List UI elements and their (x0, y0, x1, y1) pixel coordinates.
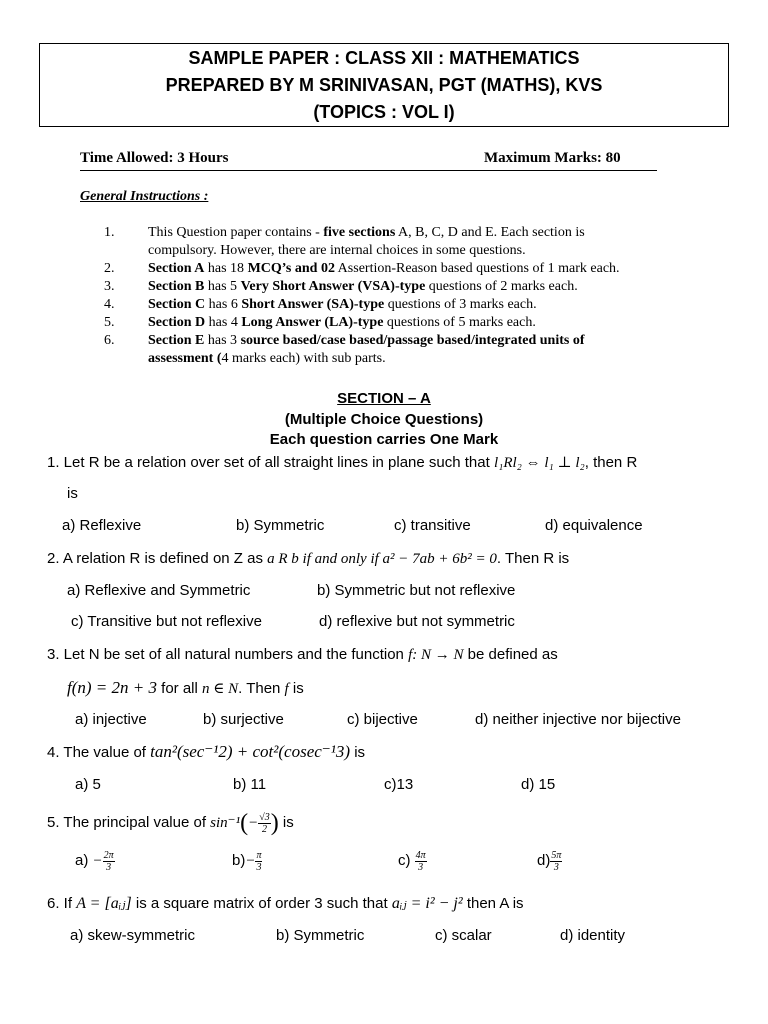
option-d[interactable]: d) neither injective nor bijective (475, 711, 681, 728)
question-4: 4. The value of tan²(sec⁻¹2) + cot²(cosec⁻¹3) is (47, 742, 366, 761)
option-a[interactable]: a) injective (75, 711, 147, 728)
option-b[interactable]: b) Symmetric (236, 517, 325, 534)
option-d[interactable]: d) identity (560, 927, 626, 944)
option-a[interactable]: a) Reflexive (62, 517, 142, 534)
instruction-item-continued: compulsory. However, there are internal choices in some questions. (148, 243, 526, 258)
instruction-item: Section D has 4 Long Answer (LA)-type questions of 5 marks each. (148, 315, 536, 330)
question-3-continued: f(n) = 2n + 3 for all n ∈ N. Then f is (67, 678, 304, 697)
question-1-continued: is (67, 485, 78, 502)
instruction-item: Section E has 3 source based/case based/passage based/integrated units of (148, 333, 585, 348)
title-line-2: PREPARED BY M SRINIVASAN, PGT (MATHS), KVS (165, 75, 603, 95)
question-5: 5. The principal value of sin⁻¹(− $\frac{√3}{2}$ ) is (47, 810, 294, 837)
instruction-number: 2. (104, 261, 115, 276)
option-a[interactable]: a) Reflexive and Symmetric (67, 582, 251, 599)
maximum-marks: Maximum Marks: 80 (484, 150, 621, 166)
math-expression: sin⁻¹ (210, 815, 241, 831)
section-note: Each question carries One Mark (269, 431, 499, 448)
instruction-number: 3. (104, 279, 115, 294)
option-d[interactable]: d) 15 (521, 776, 556, 793)
math-expression: tan²(sec⁻¹2) + cot²(cosec⁻¹3) (150, 742, 351, 761)
option-b[interactable]: b) surjective (203, 711, 284, 728)
question-3: 3. Let N be set of all natural numbers and the function f: N → N be defined as (47, 646, 558, 663)
instruction-number: 5. (104, 315, 115, 330)
math-expression: f: N → N (408, 647, 464, 663)
title-line-1: SAMPLE PAPER : CLASS XII : MATHEMATICS (188, 48, 580, 68)
instruction-number: 6. (104, 333, 115, 348)
section-subtitle: (Multiple Choice Questions) (284, 411, 484, 428)
option-c[interactable]: c)13 (384, 776, 414, 793)
option-d[interactable]: d) $\frac{5\pi}{3}$ (537, 849, 562, 873)
section-title: SECTION – A (337, 390, 431, 407)
instruction-item: Section B has 5 Very Short Answer (VSA)-type questions of 2 marks each. (148, 279, 578, 294)
option-c[interactable]: c) $\frac{4\pi}{3}$ (398, 849, 426, 873)
math-expression: A = [aᵢⱼ] (76, 895, 132, 912)
math-expression: aᵢⱼ = i² − j² (391, 895, 463, 912)
divider (80, 170, 657, 171)
instructions-heading: General Instructions : (80, 189, 209, 204)
option-a[interactable]: a) − $\frac{2\pi}{3}$ (75, 849, 114, 873)
instruction-number: 4. (104, 297, 115, 312)
title-box (39, 43, 729, 127)
title-line-3: (TOPICS : VOL I) (313, 102, 455, 122)
option-d[interactable]: d) equivalence (545, 517, 643, 534)
option-c[interactable]: c) transitive (394, 517, 471, 534)
math-expression: a R b if and only if a² − 7ab + 6b² = 0 (267, 551, 497, 567)
math-expression: l₁Rl₂ ⇔ l₁ ⊥ l₂ (493, 455, 585, 471)
instruction-number: 1. (104, 225, 115, 240)
instruction-item: Section A has 18 MCQ’s and 02 Assertion-Reason based questions of 1 mark each. (148, 261, 620, 276)
option-a[interactable]: a) skew-symmetric (70, 927, 196, 944)
time-allowed: Time Allowed: 3 Hours (80, 150, 229, 166)
option-b[interactable]: b)− $\frac{\pi}{3}$ (232, 849, 262, 873)
option-d[interactable]: d) reflexive but not symmetric (319, 613, 515, 630)
instruction-item: This Question paper contains - five sections A, B, C, D and E. Each section is (148, 225, 585, 240)
option-a[interactable]: a) 5 (75, 776, 101, 793)
option-c[interactable]: c) Transitive but not reflexive (71, 613, 262, 630)
option-b[interactable]: b) Symmetric (276, 927, 365, 944)
question-6: 6. If A = [aᵢⱼ] is a square matrix of order 3 such that aᵢⱼ = i² − j² then A is (47, 895, 524, 912)
option-c[interactable]: c) bijective (347, 711, 418, 728)
instruction-item: Section C has 6 Short Answer (SA)-type questions of 3 marks each. (148, 297, 537, 312)
question-1: 1. Let R be a relation over set of all straight lines in plane such that l₁Rl₂ ⇔ l₁ ⊥ l₂, then R (47, 454, 638, 471)
instruction-item-continued: assessment (4 marks each) with sub parts. (148, 351, 386, 366)
option-c[interactable]: c) scalar (435, 927, 492, 944)
option-b[interactable]: b) Symmetric but not reflexive (317, 582, 516, 599)
question-2: 2. A relation R is defined on Z as a R b if and only if a² − 7ab + 6b² = 0. Then R is (47, 550, 570, 567)
option-b[interactable]: b) 11 (233, 776, 267, 793)
